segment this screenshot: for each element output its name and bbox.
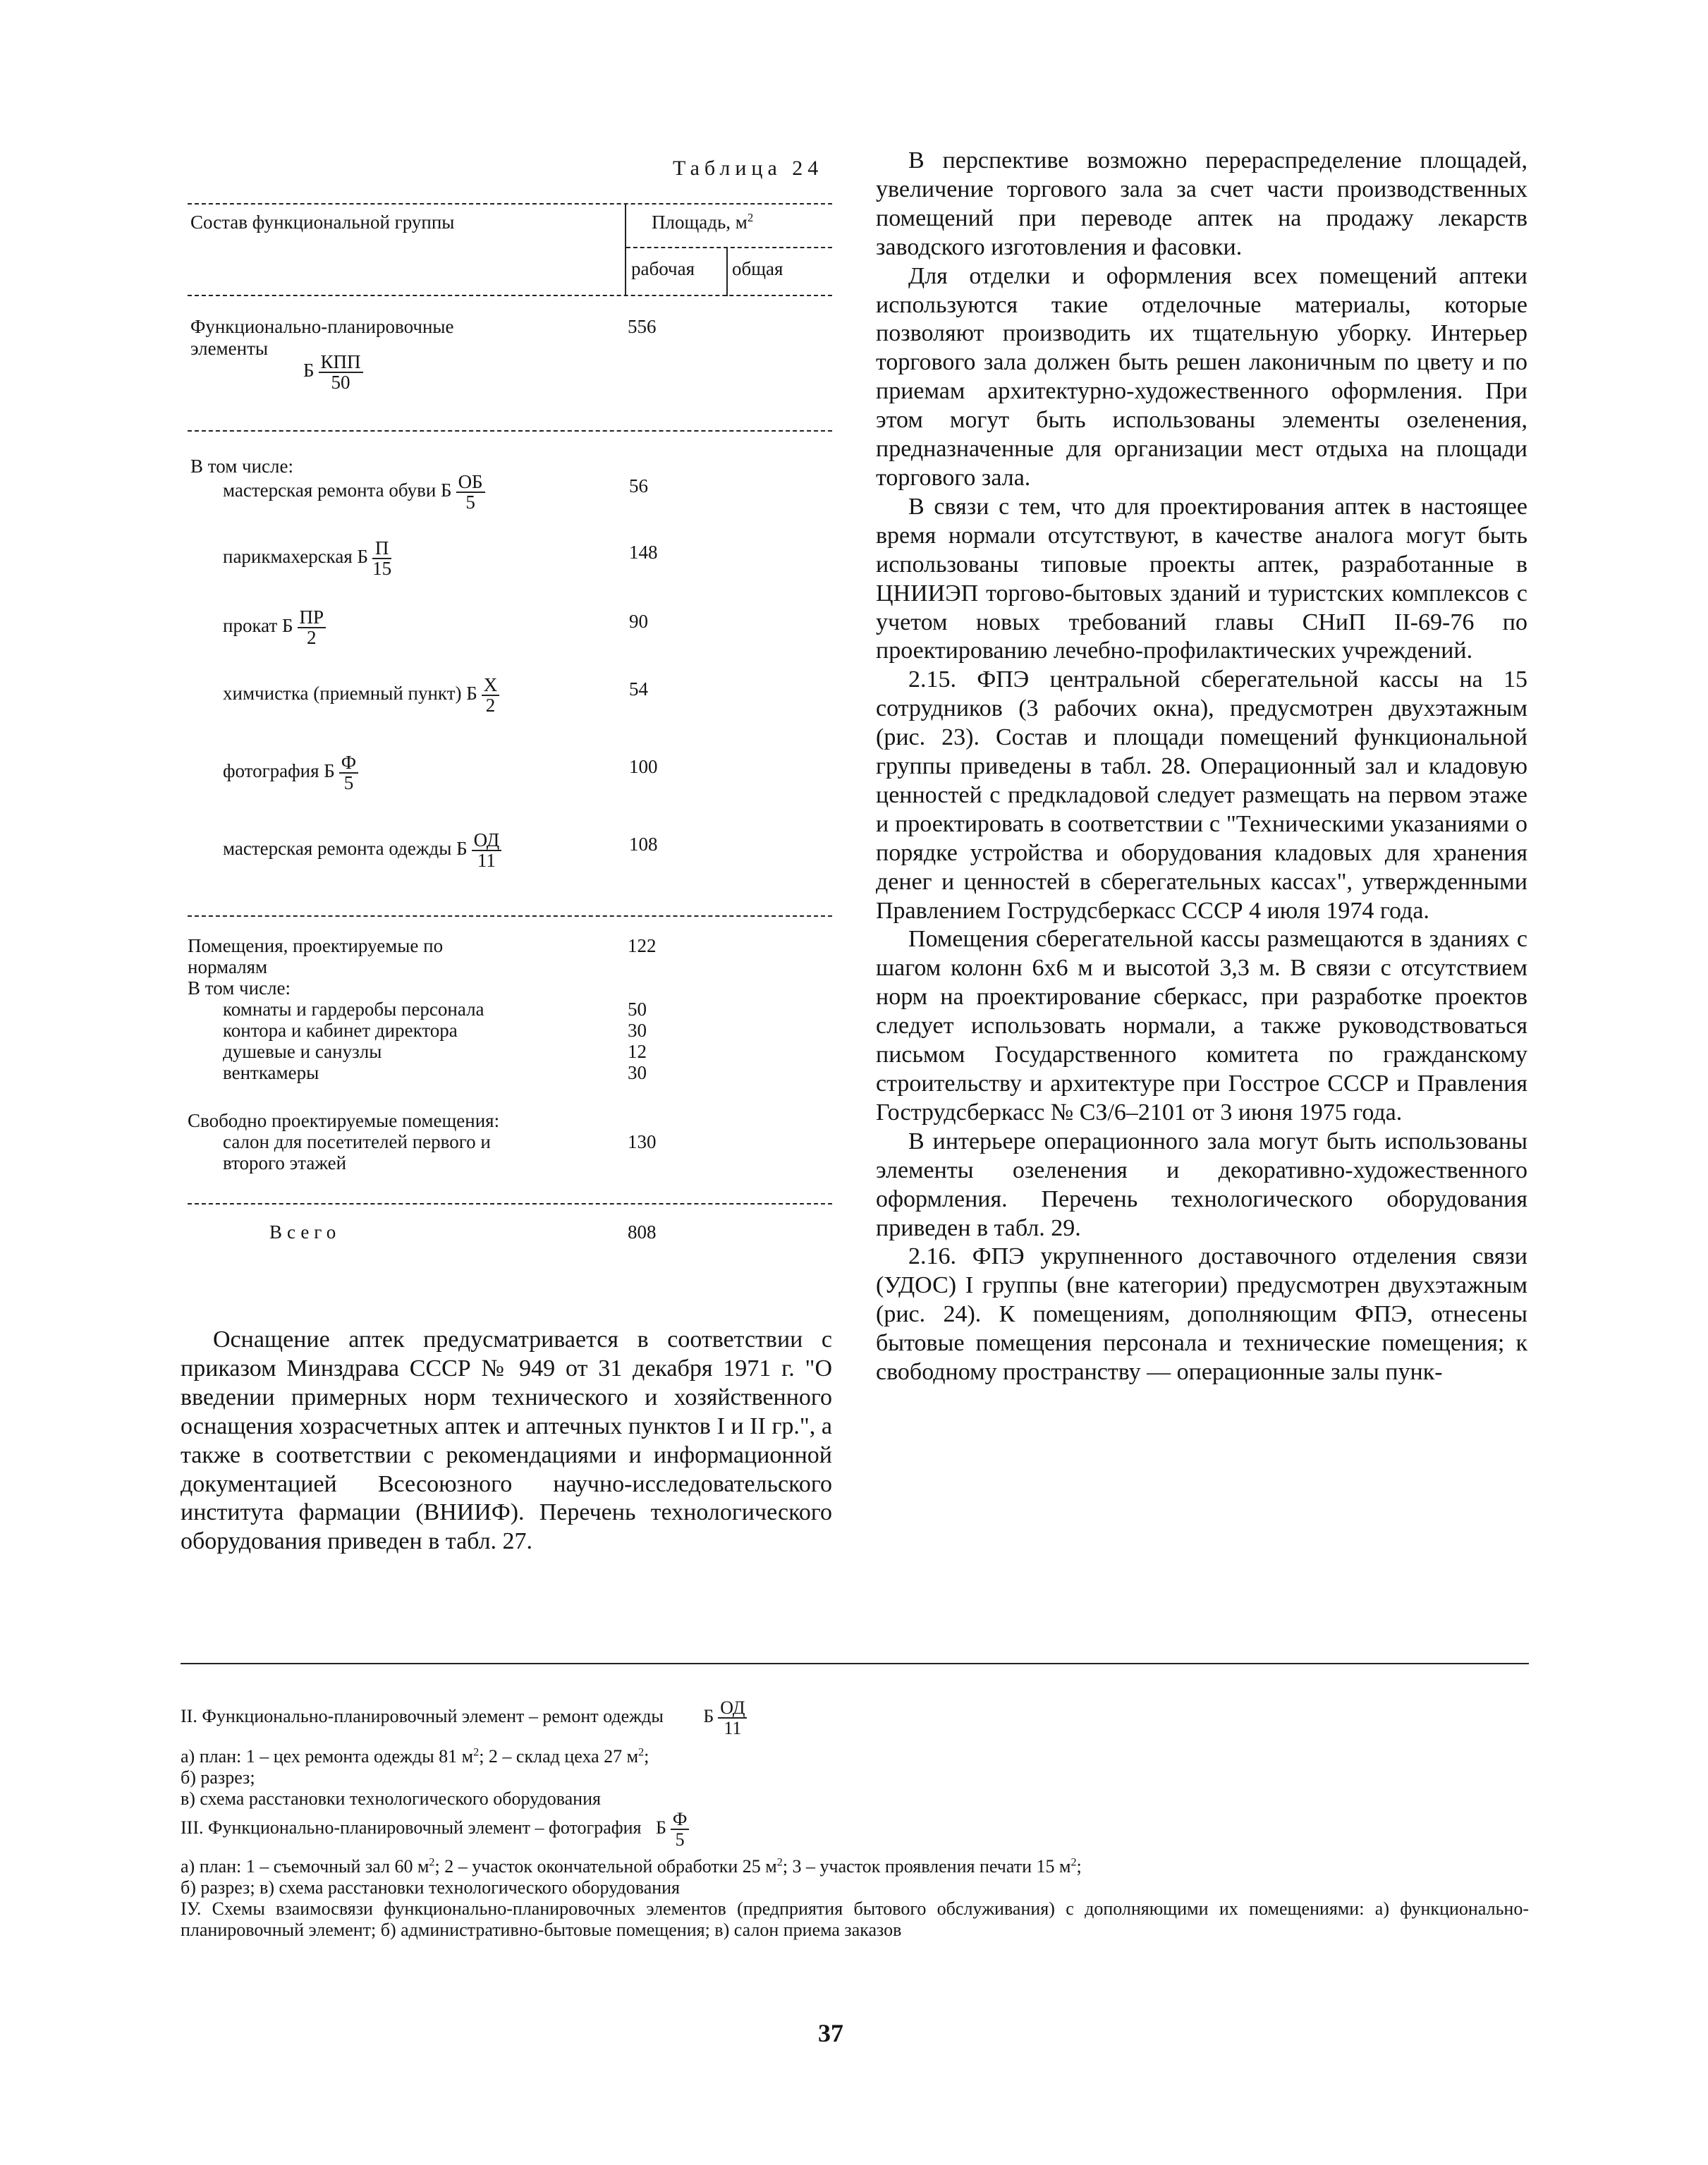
row-label: фотография <box>223 760 319 782</box>
row-label-line: В том числе: <box>188 977 291 999</box>
table-row-free <box>188 1110 499 1173</box>
sym-prefix: Б <box>456 838 468 860</box>
paragraph: В перспективе возможно перераспределение площадей, увеличение торгового зала за счет части производственных помещений при переводе аптек на продажу лекарств заводского изготовления и фасовки. <box>876 147 1527 260</box>
row-label-line: контора и кабинет директора <box>223 1020 458 1041</box>
table-row-h-value: 54 <box>629 678 648 700</box>
page-number: 37 <box>818 2019 843 2047</box>
sym-prefix: Б <box>441 480 452 501</box>
paragraph: В интерьере операционного зала могут быть использованы элементы озеленения и декоративно-художественного оформления. Перечень технологического оборудования приведен в табл. 29. <box>876 1128 1527 1241</box>
row-label-line: второго этажей <box>223 1152 347 1173</box>
caption-line: а) план: 1 – съемочный зал 60 $м^2$; 2 – участок окончательной обработки 25 $м^2$; 3 – участок проявления печати 15 $м^2$; <box>181 1856 1082 1877</box>
sym-prefix: Б <box>357 546 369 568</box>
caption-line: б) разрез; <box>181 1767 255 1788</box>
table-row-kpp-value: 556 <box>628 316 657 337</box>
table-header-total: общая <box>732 258 783 279</box>
symbol-fraction: $\frac{ОД}{11}$ <box>472 831 502 870</box>
caption-line: а) план: 1 – цех ремонта одежды 81 $м^2$; 2 – склад цеха 27 $м^2$; <box>181 1746 649 1767</box>
caption-line: II. Функционально-планировочный элемент – ремонт одежды Б $\frac{ОД}{11}$ <box>181 1698 1529 1738</box>
row-label-line: Свободно проектируемые помещения: <box>188 1110 500 1131</box>
table-header-divider <box>625 205 626 296</box>
table-total-label: Всего <box>269 1221 341 1243</box>
sym-prefix: Б <box>282 615 293 637</box>
symbol-fraction: $\frac{\text{КПП}}{50}$ <box>319 353 363 392</box>
row-label-line: Функционально-планировочные <box>190 316 454 337</box>
table-row-ob-value: 56 <box>629 475 648 496</box>
row-label-line: нормалям <box>188 956 268 977</box>
paragraph: 2.15. ФПЭ центральной сберегательной кассы на 15 сотрудников (3 рабочих окна), предусмотрен двухэтажным (рис. 23). Состав и площади помещений функциональной группы приведены в табл. 28. Операционный зал и кладовую ценностей с предкладовой следует размещать на первом этаже и проектировать в соответствии с "Техническими указаниями о порядке устройства и оборудования кладовых для хранения денег и ценностей в сберегательных кассах", утвержденными Правлением Гострудсберкасс СССР 4 июля 1974 года. <box>876 666 1527 924</box>
table-total-value: 808 <box>628 1221 657 1243</box>
row-label-line: элементы <box>190 338 269 359</box>
caption-line: б) разрез; в) схема расстановки технологического оборудования <box>181 1877 681 1898</box>
paragraph: В связи с тем, что для проектирования аптек в настоящее время нормали отсутствуют, в качестве аналога могут быть использованы типовые проекты аптек, разработанные в ЦНИИЭП торгово-бытовых зданий и туристских комплексов с учетом новых требований главы СНиП II-69-76 по проектированию лечебно-профилактических учреждений. <box>876 493 1527 664</box>
table-row-norm-value: 122 <box>628 935 657 956</box>
paragraph: Для отделки и оформления всех помещений аптеки используются такие отделочные материалы, которые позволяют производить их тщательную уборку. Интерьер торгового зала должен быть решен лаконичным по цвету и по приемам архитектурно-художественного оформления. При этом могут быть использованы элементы озеленения, предназначенные для организации мест отдыха на площади торгового зала. <box>876 262 1527 491</box>
table-header-divider-2 <box>726 247 728 296</box>
row-label-line: салон для посетителей первого и <box>223 1131 491 1152</box>
row-label: прокат <box>223 615 278 637</box>
table-row-f <box>223 753 358 793</box>
table-row-ob <box>223 472 485 512</box>
table-row-h <box>223 676 499 715</box>
sym-prefix: Б <box>324 760 335 782</box>
left-body-text <box>181 1326 832 1556</box>
row-label-line: комнаты и гардеробы персонала <box>223 999 484 1020</box>
paragraph: Помещения сберегательной кассы размещаются в зданиях с шагом колонн 6х6 м и высотой 3,3 м. В связи с отсутствием норм на проектирование сберкасс, при разработке проектов следует использовать нормали, а также руководствоваться письмом Государственного комитета по гражданскому строительству и архитектуре при Госстрое СССР и Правления Гострудсберкасс № СЗ/6–2101 от 3 июня 1975 года. <box>876 926 1527 1126</box>
symbol-fraction: $\frac{ПР}{2}$ <box>298 608 327 647</box>
row-label: мастерская ремонта одежды <box>223 838 452 860</box>
symbol-fraction: $\frac{ОБ}{5}$ <box>456 472 485 512</box>
table-row-p-value: 148 <box>629 542 658 563</box>
symbol-fraction: $\frac{ОД}{11}$ <box>718 1698 747 1738</box>
table-row-p <box>223 539 391 578</box>
sym-prefix: Б <box>466 683 477 705</box>
table-row-f1-value: 130 <box>628 1131 657 1152</box>
table-row-kpp-label <box>190 316 454 392</box>
table-row-f-value: 100 <box>629 756 658 777</box>
right-body-text <box>876 147 1527 1387</box>
table-row-n1-value: 50 <box>628 999 647 1020</box>
paragraph: Оснащение аптек предусматривается в соответствии с приказом Минздрава СССР № 949 от 31 декабря 1971 г. "О введении примерных норм технического и хозяйственного оснащения хозрасчетных аптек и аптечных пунктов I и II гр.", а также в соответствии с рекомендациями и информационной документацией Всесоюзного научно-исследовательского института фармации (ВНИИФ). Перечень технологического оборудования приведен в табл. 27. <box>181 1327 832 1555</box>
table-rule-sub <box>626 247 832 248</box>
caption-line: III. Функционально-планировочный элемент – фотография Б $\frac{Ф}{5}$ <box>181 1810 1529 1849</box>
table-row-od <box>223 831 501 870</box>
symbol-fraction: $\frac{Х}{2}$ <box>482 676 500 715</box>
table-caption: Таблица 24 <box>673 157 824 180</box>
table-row-n3-value: 12 <box>628 1041 647 1062</box>
row-label: мастерская ремонта обуви <box>223 480 437 501</box>
table-rule-header <box>188 295 832 296</box>
caption-separator <box>181 1663 1529 1664</box>
area-sup: 2 <box>747 211 754 224</box>
table-row-od-value: 108 <box>629 834 658 855</box>
table-row-n2-value: 30 <box>628 1020 647 1041</box>
table-rule-2 <box>188 915 832 917</box>
symbol-fraction: $\frac{Ф}{5}$ <box>671 1810 690 1849</box>
table-row-norm <box>188 935 484 1083</box>
row-label-line: душевые и санузлы <box>223 1041 382 1062</box>
sym-prefix: Б <box>303 360 315 382</box>
table-header-work: рабочая <box>631 258 695 279</box>
symbol-fraction: $\frac{Ф}{5}$ <box>339 753 358 793</box>
caption-line: в) схема расстановки технологического оборудования <box>181 1788 601 1809</box>
paragraph: 2.16. ФПЭ укрупненного доставочного отделения связи (УДОС) I группы (вне категории) предусмотрен двухэтажным (рис. 24). К помещениям, дополняющим ФПЭ, отнесены бытовые помещения персонала и технические помещения; к свободному пространству — операционные залы пунк- <box>876 1243 1527 1386</box>
area-label: Площадь, м <box>652 212 748 233</box>
table-rule-3 <box>188 1203 832 1205</box>
table-rule-top <box>188 203 832 205</box>
table-header-area <box>652 212 753 233</box>
row-label-line: венткамеры <box>223 1062 319 1083</box>
table-row-pr-value: 90 <box>629 611 648 632</box>
figure-captions <box>181 1698 1529 1941</box>
row-label-line: Помещения, проектируемые по <box>188 935 444 956</box>
table-header-group: Состав функциональной группы <box>190 212 455 233</box>
row-label: парикмахерская <box>223 546 353 568</box>
table-row-n4-value: 30 <box>628 1062 647 1083</box>
caption-line: IУ. Схемы взаимосвязи функционально-планировочных элементов (предприятия бытового обслуживания) с дополняющими их помещениями: а) функционально-планировочный элемент; б) административно-бытовые помещения; в) салон приема заказов <box>181 1898 1529 1940</box>
row-label: химчистка (приемный пункт) <box>223 683 462 705</box>
table-rule-1 <box>188 430 832 432</box>
table-row-pr <box>223 608 326 647</box>
symbol-fraction: $\frac{П}{15}$ <box>372 537 392 579</box>
incl-label: В том числе: <box>190 456 293 477</box>
